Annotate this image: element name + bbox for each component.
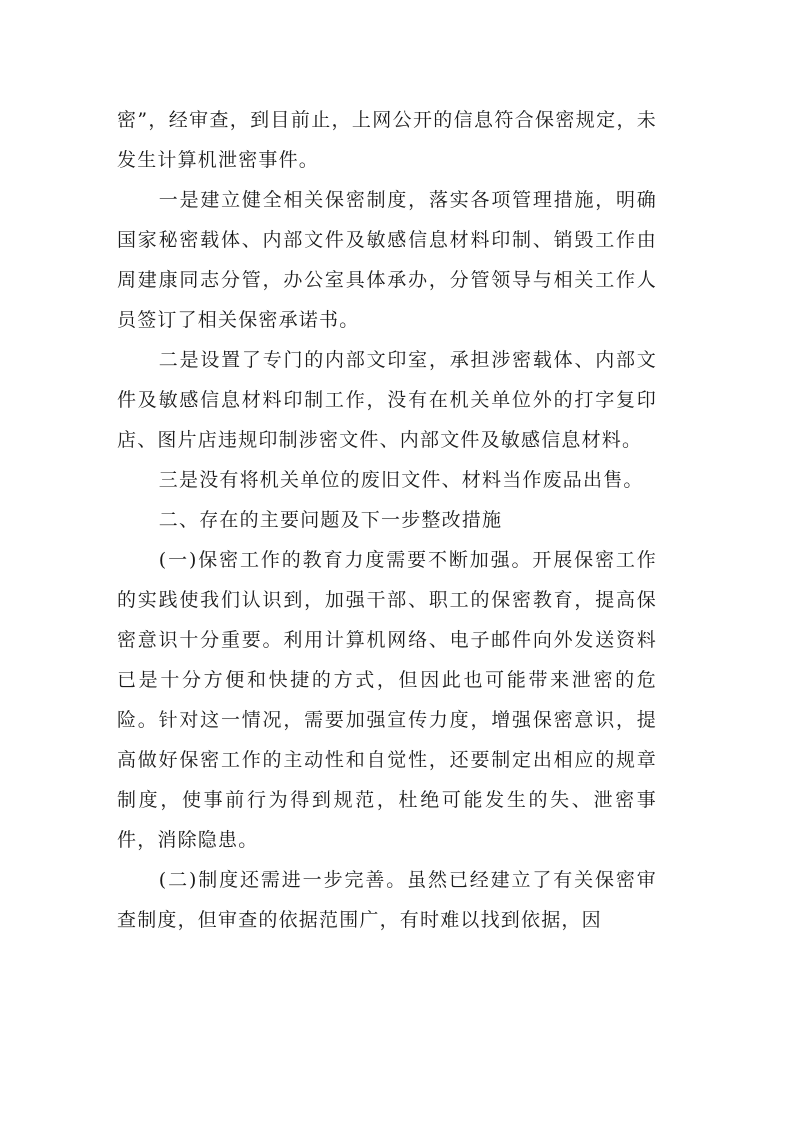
document-body [117, 100, 657, 940]
paragraph-item-two: 二是设置了专门的内部文印室，承担涉密载体、内部文件及敏感信息材料印制工作，没有在机关单位外的打字复印店、图片店违规印制涉密文件、内部文件及敏感信息材料。 [117, 349, 657, 451]
paragraph-item-one: 一是建立健全相关保密制度，落实各项管理措施，明确国家秘密载体、内部文件及敏感信息材料印制、销毁工作由周建康同志分管，办公室具体承办，分管领导与相关工作人员签订了相关保密承诺书。 [117, 189, 657, 331]
paragraph-issue-two: (二)制度还需进一步完善。虽然已经建立了有关保密审查制度，但审查的依据范围广，有时难以找到依据，因 [117, 869, 657, 931]
paragraph-continuation: 密”，经审查，到目前止，上网公开的信息符合保密规定，未发生计算机泄密事件。 [117, 109, 657, 171]
section-heading-issues: 二、存在的主要问题及下一步整改措施 [158, 509, 503, 531]
paragraph-item-three: 三是没有将机关单位的废旧文件、材料当作废品出售。 [158, 469, 644, 491]
paragraph-issue-one: (一)保密工作的教育力度需要不断加强。开展保密工作的实践使我们认识到，加强干部、职工的保密教育，提高保密意识十分重要。利用计算机网络、电子邮件向外发送资料已是十分方便和快捷的方式，但因此也可能带来泄密的危险。针对这一情况，需要加强宣传力度，增强保密意识，提高做好保密工作的主动性和自觉性，还要制定出相应的规章制度，使事前行为得到规范，杜绝可能发生的失、泄密事件，消除隐患。 [117, 549, 657, 851]
